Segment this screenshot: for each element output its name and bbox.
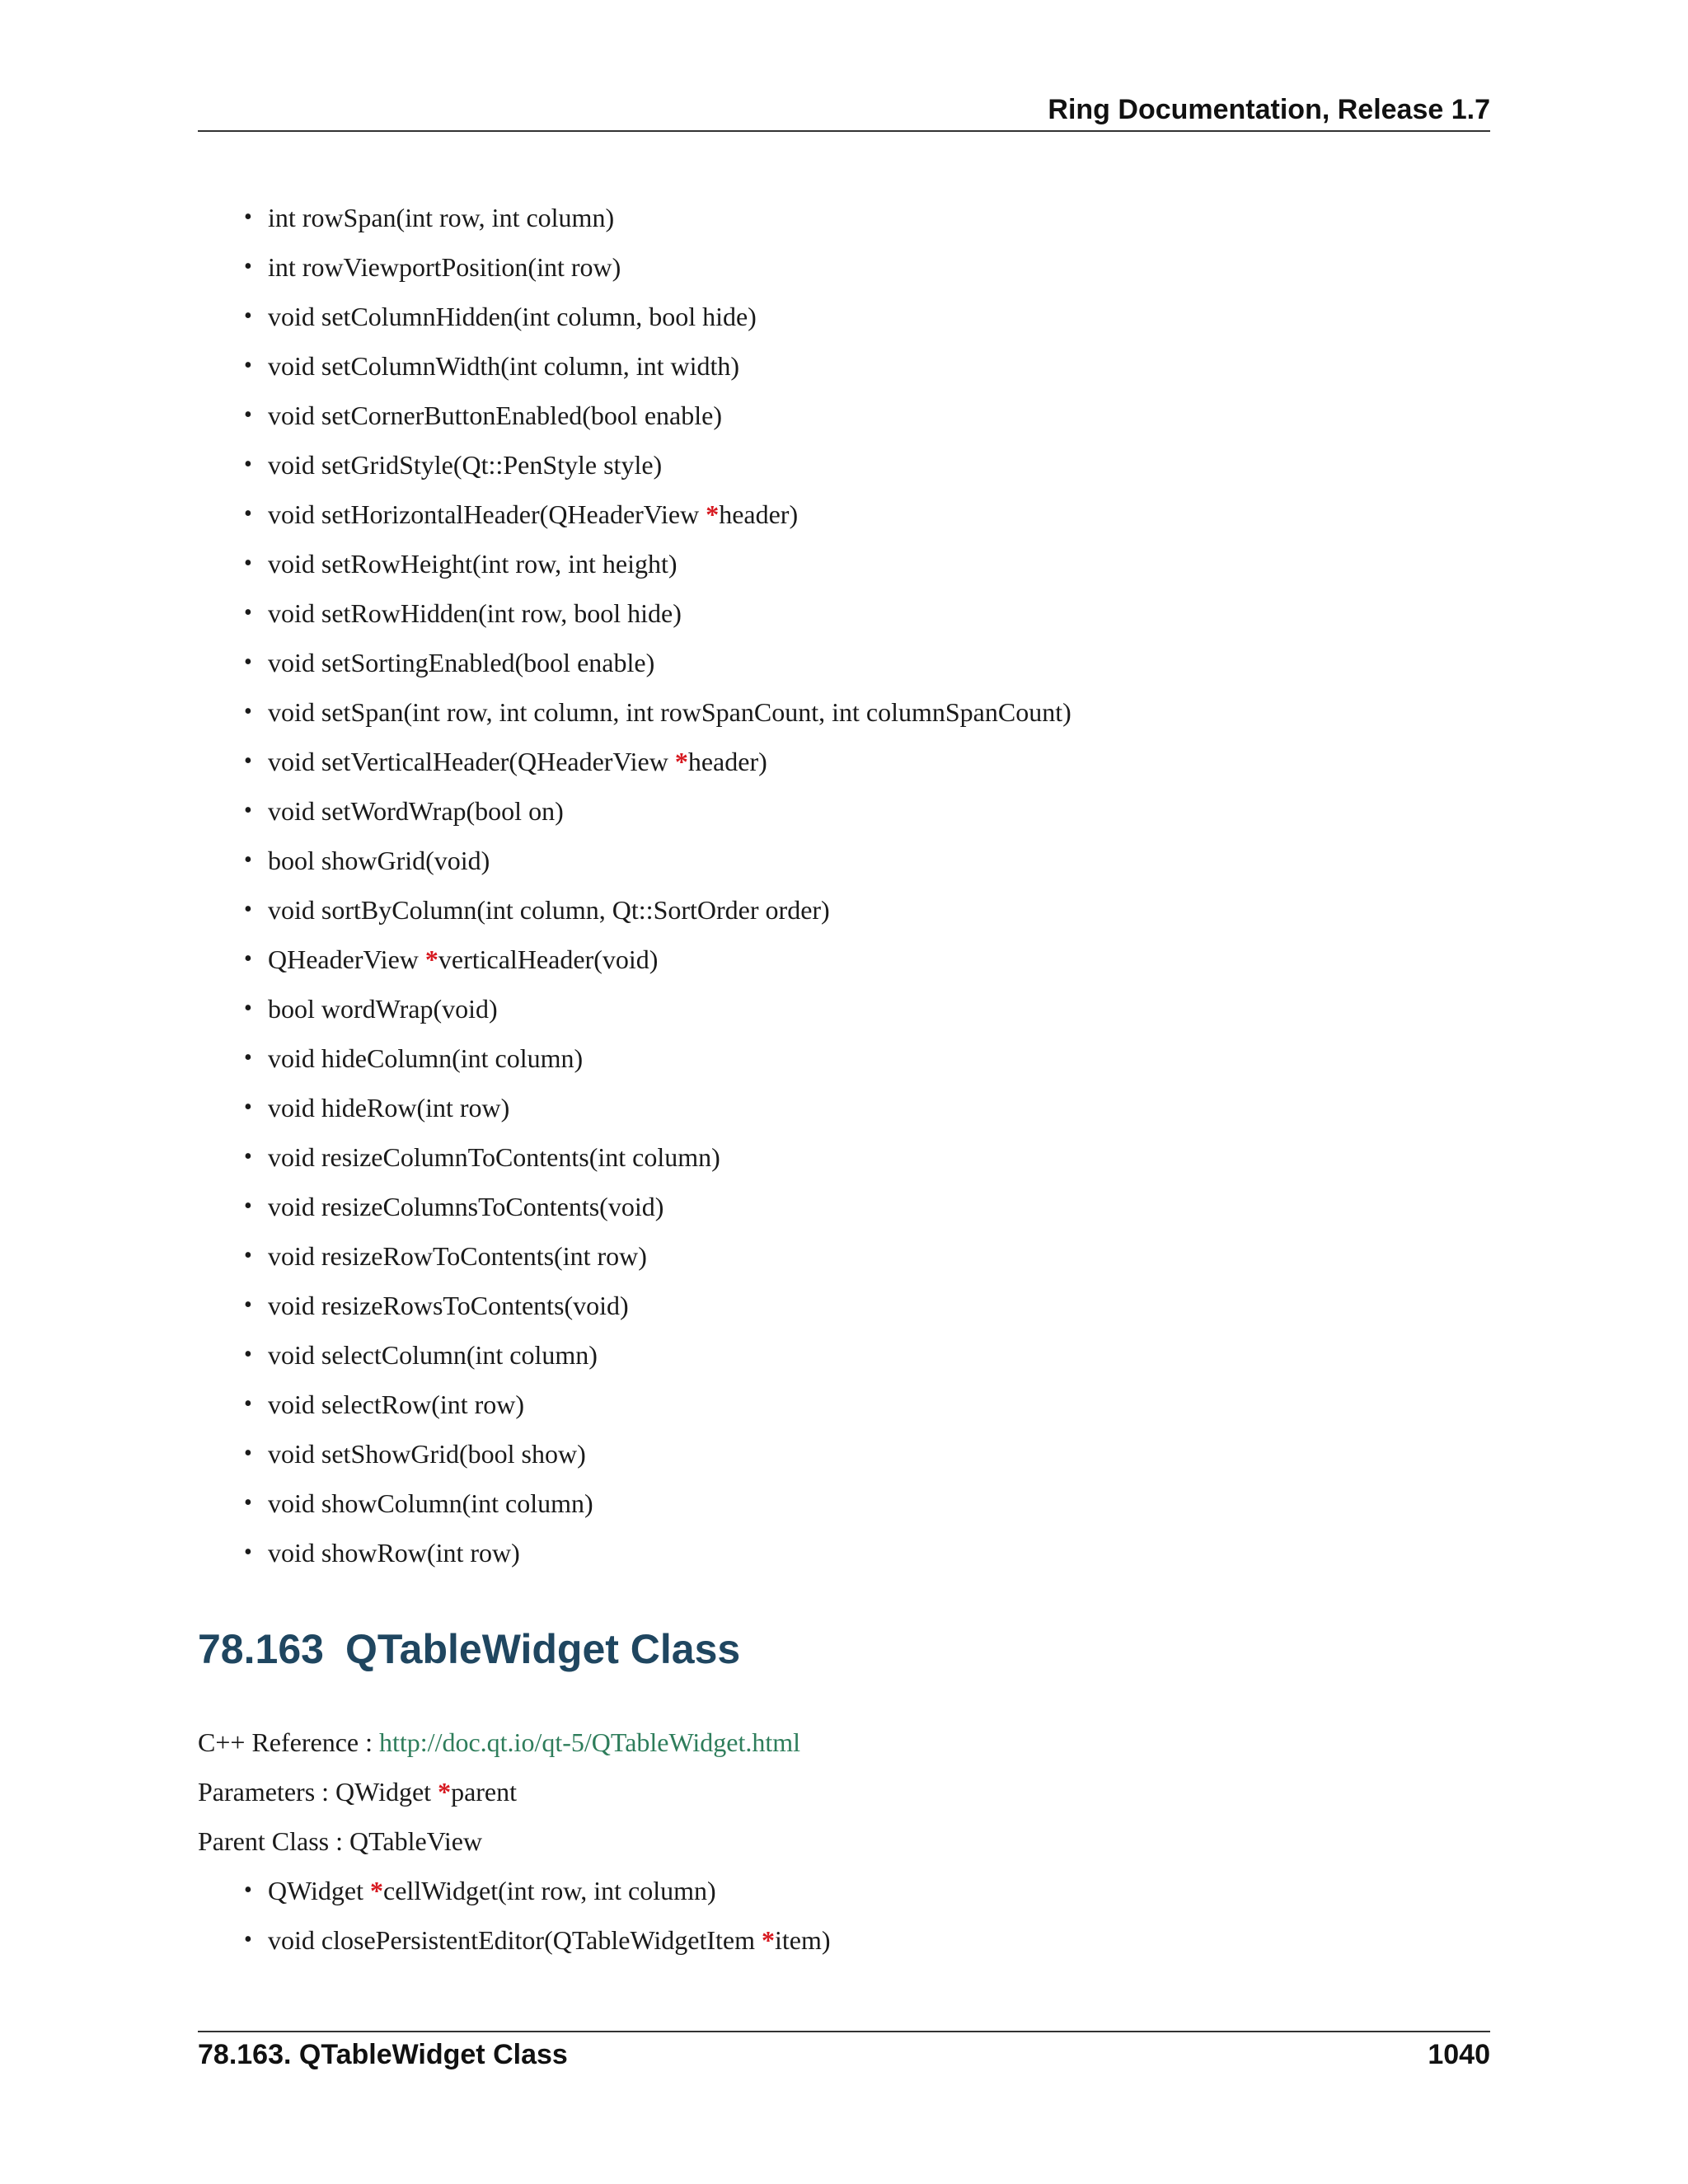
page-number: 1040: [1428, 2039, 1490, 2070]
method-item: [0, 687, 1688, 737]
method-item: [0, 588, 1688, 638]
method-item: [0, 1330, 1688, 1380]
parameters-line: [198, 1767, 517, 1816]
method-item: [0, 440, 1688, 490]
pointer-asterisk: *: [424, 944, 438, 974]
page-header: [198, 89, 1490, 132]
method-signature: void setColumnWidth(int column, int width): [268, 351, 740, 381]
method-item: [0, 1479, 1688, 1528]
method-signature-rest: header): [687, 747, 767, 776]
method-item: [0, 1132, 1688, 1182]
cpp-reference-label: C++ Reference :: [198, 1727, 379, 1757]
parameters-value: parent: [451, 1777, 518, 1807]
method-item: [0, 490, 1688, 539]
method-signature: int rowViewportPosition(int row): [268, 252, 621, 282]
method-signature: void setCornerButtonEnabled(bool enable): [268, 401, 722, 430]
method-signature: void showColumn(int column): [268, 1488, 593, 1518]
method-item: [0, 193, 1688, 242]
method-signature: bool showGrid(void): [268, 846, 490, 875]
method-signature: void resizeRowToContents(int row): [268, 1241, 647, 1271]
method-item: [0, 935, 1688, 984]
method-item: [0, 1281, 1688, 1330]
method-item: [0, 638, 1688, 687]
method-signature: void setVerticalHeader(QHeaderView: [268, 747, 675, 776]
method-signature: QWidget: [268, 1876, 371, 1905]
footer-section-label: 78.163. QTableWidget Class: [198, 2039, 568, 2070]
method-item: [0, 885, 1688, 935]
method-signature: void resizeColumnToContents(int column): [268, 1142, 720, 1172]
method-signature-rest: cellWidget(int row, int column): [383, 1876, 716, 1905]
method-item: [0, 391, 1688, 440]
method-signature: void setRowHeight(int row, int height): [268, 549, 678, 579]
parent-class-line: Parent Class : QTableView: [198, 1826, 483, 1856]
section-heading: [198, 1625, 740, 1673]
method-item: [0, 1083, 1688, 1132]
pointer-asterisk: *: [370, 1876, 384, 1905]
section-title: QTableWidget Class: [345, 1626, 741, 1672]
method-list-qtablewidget: [0, 1866, 1688, 1965]
method-item: [0, 1528, 1688, 1577]
method-signature-rest: item): [774, 1925, 831, 1955]
section-number: 78.163: [198, 1626, 324, 1672]
method-signature: void resizeColumnsToContents(void): [268, 1192, 664, 1221]
method-signature: void setRowHidden(int row, bool hide): [268, 598, 682, 628]
method-signature: void setGridStyle(Qt::PenStyle style): [268, 450, 663, 480]
method-item: [0, 1231, 1688, 1281]
method-signature-rest: verticalHeader(void): [438, 944, 659, 974]
document-title: Ring Documentation, Release 1.7: [1048, 94, 1490, 125]
method-signature: int rowSpan(int row, int column): [268, 203, 615, 232]
method-item: [0, 737, 1688, 786]
method-signature: void setSpan(int row, int column, int rowSpanCount, int columnSpanCount): [268, 697, 1071, 727]
method-signature-rest: header): [719, 499, 799, 529]
method-signature: QHeaderView: [268, 944, 425, 974]
cpp-reference-link[interactable]: http://doc.qt.io/qt-5/QTableWidget.html: [379, 1727, 801, 1757]
parameters-asterisk: *: [438, 1777, 452, 1807]
pointer-asterisk: *: [706, 499, 720, 529]
method-signature: void resizeRowsToContents(void): [268, 1291, 629, 1320]
method-signature: void setWordWrap(bool on): [268, 796, 564, 826]
method-signature: bool wordWrap(void): [268, 994, 498, 1024]
method-signature: void setSortingEnabled(bool enable): [268, 648, 655, 677]
method-item: [0, 1866, 1688, 1915]
method-item: [0, 1429, 1688, 1479]
method-signature: void closePersistentEditor(QTableWidgetItem: [268, 1925, 762, 1955]
parameters-label: Parameters : QWidget: [198, 1777, 438, 1807]
method-signature: void hideRow(int row): [268, 1093, 510, 1122]
method-signature: void setColumnHidden(int column, bool hide): [268, 302, 757, 331]
method-item: [0, 1182, 1688, 1231]
method-item: [0, 1380, 1688, 1429]
method-item: [0, 292, 1688, 341]
method-signature: void selectColumn(int column): [268, 1340, 598, 1370]
method-list-qtableview: [0, 193, 1688, 1577]
cpp-reference-line: [198, 1718, 800, 1767]
pointer-asterisk: *: [761, 1925, 775, 1955]
method-item: [0, 539, 1688, 588]
method-item: [0, 984, 1688, 1033]
method-item: [0, 242, 1688, 292]
method-signature: void selectRow(int row): [268, 1390, 525, 1419]
method-signature: void setHorizontalHeader(QHeaderView: [268, 499, 706, 529]
method-item: [0, 1033, 1688, 1083]
pointer-asterisk: *: [674, 747, 688, 776]
method-signature: void hideColumn(int column): [268, 1043, 584, 1073]
method-signature: void setShowGrid(bool show): [268, 1439, 586, 1469]
method-item: [0, 341, 1688, 391]
method-item: [0, 836, 1688, 885]
method-item: [0, 1915, 1688, 1965]
method-signature: void showRow(int row): [268, 1538, 520, 1568]
method-item: [0, 786, 1688, 836]
page-footer: [198, 2031, 1490, 2082]
method-signature: void sortByColumn(int column, Qt::SortOrder order): [268, 895, 830, 925]
